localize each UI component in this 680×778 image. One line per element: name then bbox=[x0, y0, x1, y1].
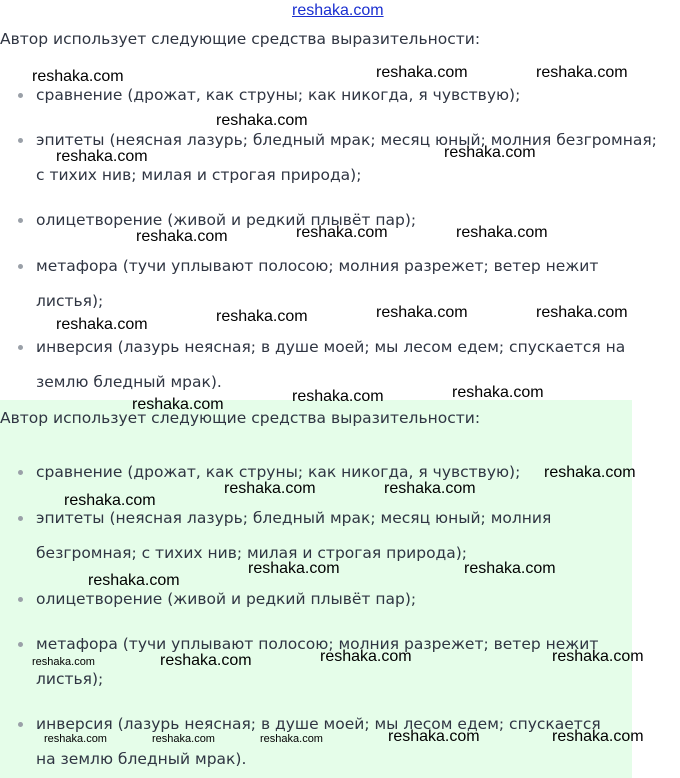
watermark: reshaka.com bbox=[152, 733, 215, 745]
watermark: reshaka.com bbox=[64, 492, 156, 509]
list-item: инверсия (лазурь неясная; в душе моей; мы лесом едем; спускается bbox=[36, 706, 601, 742]
list-item-continuation: листья); bbox=[36, 670, 104, 688]
list-item-continuation: землю бледный мрак). bbox=[36, 373, 222, 391]
watermark: reshaka.com bbox=[224, 480, 316, 497]
list-item: олицетворение (живой и редкий плывёт пар); bbox=[36, 202, 416, 238]
watermark: reshaka.com bbox=[552, 648, 644, 665]
list-item-continuation: безгромная; с тихих нив; милая и строгая природа); bbox=[36, 544, 468, 562]
watermark: reshaka.com bbox=[160, 652, 252, 669]
watermark: reshaka.com bbox=[452, 384, 544, 401]
watermark: reshaka.com bbox=[56, 148, 148, 165]
watermark: reshaka.com bbox=[376, 64, 468, 81]
watermark: reshaka.com bbox=[376, 304, 468, 321]
list-item: инверсия (лазурь неясная; в душе моей; мы лесом едем; спускается на bbox=[36, 329, 625, 365]
bullet-icon bbox=[18, 470, 23, 475]
watermark: reshaka.com bbox=[136, 228, 228, 245]
watermark: reshaka.com bbox=[88, 572, 180, 589]
list-item-continuation: листья); bbox=[36, 292, 104, 310]
watermark: reshaka.com bbox=[292, 388, 384, 405]
watermark: reshaka.com bbox=[388, 728, 480, 745]
watermark: reshaka.com bbox=[320, 648, 412, 665]
watermark: reshaka.com bbox=[444, 144, 536, 161]
bullet-icon bbox=[18, 138, 23, 143]
watermark: reshaka.com bbox=[536, 304, 628, 321]
list-item: эпитеты (неясная лазурь; бледный мрак; месяц юный; молния bbox=[36, 500, 551, 536]
list-item: олицетворение (живой и редкий плывёт пар); bbox=[36, 581, 416, 617]
bullet-icon bbox=[18, 345, 23, 350]
watermark: reshaka.com bbox=[132, 396, 224, 413]
list-item: сравнение (дрожат, как струны; как никогда, я чувствую); bbox=[36, 77, 520, 113]
bullet-icon bbox=[18, 93, 23, 98]
watermark: reshaka.com bbox=[32, 656, 95, 668]
site-link[interactable]: reshaka.com bbox=[292, 2, 384, 19]
list-item: сравнение (дрожат, как струны; как никогда, я чувствую); bbox=[36, 454, 520, 490]
watermark: reshaka.com bbox=[536, 64, 628, 81]
bullet-icon bbox=[18, 722, 23, 727]
bullet-icon bbox=[18, 264, 23, 269]
watermark: reshaka.com bbox=[296, 224, 388, 241]
list-item: метафора (тучи уплывают полосою; молния разрежет; ветер нежит bbox=[36, 626, 598, 662]
watermark: reshaka.com bbox=[384, 480, 476, 497]
intro-text: Автор использует следующие средства выразительности: bbox=[0, 409, 481, 427]
watermark: reshaka.com bbox=[56, 316, 148, 333]
watermark: reshaka.com bbox=[260, 733, 323, 745]
bullet-icon bbox=[18, 597, 23, 602]
list-item: метафора (тучи уплывают полосою; молния разрежет; ветер нежит bbox=[36, 248, 598, 284]
watermark: reshaka.com bbox=[216, 308, 308, 325]
list-item-continuation: на землю бледный мрак). bbox=[36, 750, 247, 768]
watermark: reshaka.com bbox=[216, 112, 308, 129]
watermark: reshaka.com bbox=[44, 733, 107, 745]
watermark: reshaka.com bbox=[464, 560, 556, 577]
bullet-icon bbox=[18, 516, 23, 521]
intro-text: Автор использует следующие средства выразительности: bbox=[0, 30, 481, 48]
bullet-icon bbox=[18, 642, 23, 647]
list-item: эпитеты (неясная лазурь; бледный мрак; месяц юный; молния безгромная; bbox=[36, 122, 657, 158]
bullet-icon bbox=[18, 218, 23, 223]
watermark: reshaka.com bbox=[248, 560, 340, 577]
watermark: reshaka.com bbox=[456, 224, 548, 241]
list-item-continuation: с тихих нив; милая и строгая природа); bbox=[36, 166, 362, 184]
watermark: reshaka.com bbox=[32, 68, 124, 85]
watermark: reshaka.com bbox=[552, 728, 644, 745]
watermark: reshaka.com bbox=[544, 464, 636, 481]
